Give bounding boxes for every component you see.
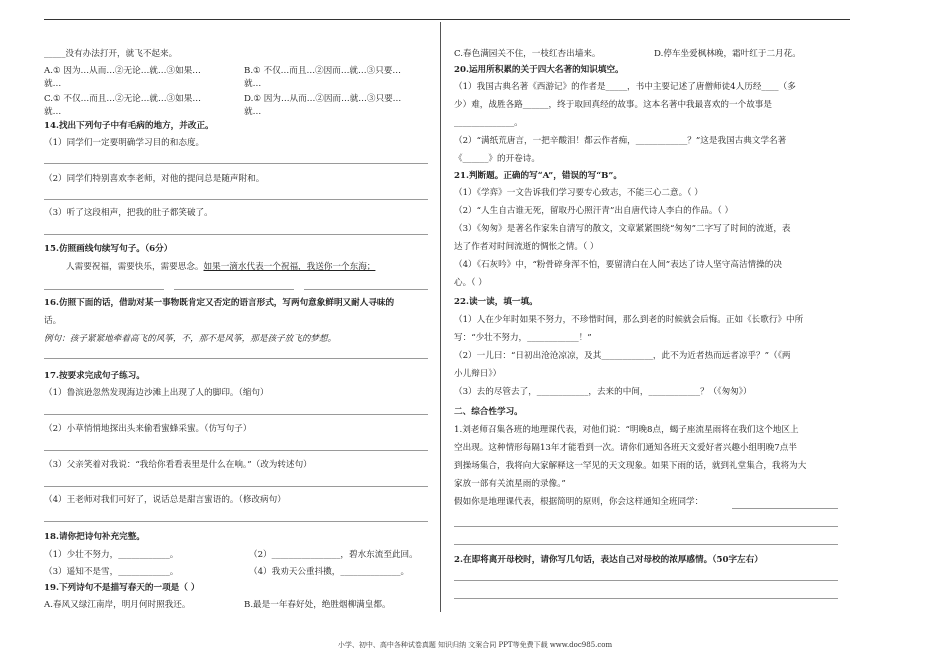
q14-title: 14.找出下列句子中有毛病的地方，并改正。 bbox=[44, 121, 214, 131]
q22-item-2-line-2: 小儿辩日》） bbox=[454, 369, 502, 379]
q22-item-1-line-2[interactable]: 写：“少壮不努力，____________！” bbox=[454, 333, 592, 343]
q13-option-a: A.① 因为…从而…②无论…就…③如果… bbox=[44, 66, 201, 76]
q22-title: 22.读一读，填一填。 bbox=[454, 297, 538, 307]
q18-title: 18.请你把诗句补充完整。 bbox=[44, 532, 145, 542]
q21-item-4-line-2[interactable]: 心。（ ） bbox=[454, 278, 487, 288]
column-divider bbox=[440, 22, 441, 612]
comp-q1-line-1: 1.刘老师召集各班的地理课代表，对他们说：“明晚8点，蝎子座流星雨将在我们这个地区上 bbox=[454, 425, 799, 435]
q13-option-a-cont: 就… bbox=[44, 79, 62, 89]
q19-option-c[interactable]: C.春色满园关不住，一枝红杏出墙来。 bbox=[454, 49, 601, 59]
q18-item-2[interactable]: （2）________________，碧水东流至此回。 bbox=[249, 550, 418, 560]
q15-text bbox=[66, 261, 375, 274]
page-footer: 小学、初中、高中各种试卷真题 知识归纳 文案合同 PPT等免费下载 www.doc985.com bbox=[337, 641, 613, 649]
q18-item-3[interactable]: （3）遥知不是雪，____________。 bbox=[44, 567, 179, 577]
comp-q1-line-4: 家放一部有关流星雨的录像。” bbox=[454, 479, 566, 489]
q15-answer-line-b[interactable] bbox=[174, 289, 294, 290]
q16-answer-line[interactable] bbox=[44, 358, 428, 359]
q13-option-b-cont: 就… bbox=[244, 79, 262, 89]
q14-item-3: （3）听了这段相声，把我的肚子都笑破了。 bbox=[44, 208, 213, 218]
q22-item-1-line-1: （1）人在少年时如果不努力，不珍惜时间，那么到老的时候就会后悔。正如《长歌行》中所 bbox=[454, 315, 804, 325]
q16-example: 例句：孩子紧紧地牵着高飞的风筝，不，那不是风筝，那是孩子放飞的梦想。 bbox=[44, 334, 337, 344]
q22-item-2-line-1[interactable]: （2）一儿曰：“日初出沧沧凉凉，及其____________，此不为近者热而远者凉乎？”（《两 bbox=[454, 351, 791, 361]
q19-option-d[interactable]: D.停车坐爱枫林晚，霜叶红于二月花。 bbox=[654, 49, 801, 59]
q21-item-3-line-1[interactable]: （3）《匆匆》是著名作家朱自清写的散文，文章紧紧围绕“匆匆”二字写了时间的流逝，表 bbox=[454, 224, 791, 234]
q17-answer-line-4[interactable] bbox=[44, 521, 428, 522]
q17-item-3: （3）父亲笑着对我说：“我给你看看表里是什么在响。”（改为转述句） bbox=[44, 460, 312, 470]
q20-title: 20.运用所积累的关于四大名著的知识填空。 bbox=[454, 65, 624, 75]
q14-item-1: （1）同学们一定要明确学习目的和态度。 bbox=[44, 138, 205, 148]
q18-item-1[interactable]: （1）少壮不努力，____________。 bbox=[44, 550, 179, 560]
q16-title: 16.仿照下面的话，借助对某一事物既肯定又否定的语言形式，写两句意象鲜明又耐人寻味的 bbox=[44, 298, 395, 308]
q17-title: 17.按要求完成句子练习。 bbox=[44, 371, 145, 381]
q18-item-4[interactable]: （4）我劝天公重抖擞，______________。 bbox=[249, 567, 410, 577]
q17-item-4: （4）王老师对我们可好了，说话总是甜言蜜语的。（修改病句） bbox=[44, 495, 286, 505]
q17-answer-line-1[interactable] bbox=[44, 414, 428, 415]
q14-item-2: （2）同学们特别喜欢李老师，对他的提问总是随声附和。 bbox=[44, 174, 265, 184]
q13-option-c-cont: 就… bbox=[44, 107, 62, 117]
q15-answer-line-c[interactable] bbox=[304, 289, 428, 290]
q13-option-b: B.① 不仅…而且…②因而…就…③只要… bbox=[244, 66, 401, 76]
q17-answer-line-2[interactable] bbox=[44, 450, 428, 451]
comp-q1-answer-line-1[interactable] bbox=[454, 526, 838, 527]
comp-q1-line-2: 空出现。这种情形每隔13年才能看到一次。请你们通知各班天文爱好者兴趣小组明晚7点半 bbox=[454, 443, 797, 453]
q19-title: 19.下列诗句不是描写春天的一项是（ ） bbox=[44, 583, 200, 593]
q19-option-a[interactable]: A.春风又绿江南岸，明月何时照我还。 bbox=[44, 600, 191, 610]
q15-answer-line-a[interactable] bbox=[44, 289, 164, 290]
q13-option-d: D.① 因为…从而…②因而…就…③只要… bbox=[244, 94, 402, 104]
q14-answer-line-1[interactable] bbox=[44, 163, 428, 164]
q13-tail: _____没有办法打开，就飞不起来。 bbox=[44, 49, 178, 59]
comp-q1-answer-line-0[interactable] bbox=[732, 508, 838, 509]
q20-item-1-line-2[interactable]: 少）难，战胜各路______，终于取回真经的故事。这本名著中我最喜欢的一个故事是 bbox=[454, 100, 772, 110]
top-rule bbox=[44, 19, 850, 20]
q17-item-2: （2）小草悄悄地探出头来偷看蜜蜂采蜜。（仿写句子） bbox=[44, 424, 252, 434]
section-2-heading: 二、综合性学习。 bbox=[454, 407, 523, 417]
q21-title: 21.判断题。正确的写“A”，错误的写“B”。 bbox=[454, 171, 622, 181]
q14-answer-line-3[interactable] bbox=[44, 234, 428, 235]
q13-option-c: C.① 不仅…而且…②无论…就…③如果… bbox=[44, 94, 201, 104]
q14-answer-line-2[interactable] bbox=[44, 199, 428, 200]
q20-item-2-line-2[interactable]: 《______》的开卷诗。 bbox=[454, 154, 540, 164]
q15-text-plain: 人需要祝福，需要快乐，需要思念。 bbox=[66, 262, 204, 272]
q21-item-3-line-2[interactable]: 达了作者对时间流逝的惆怅之情。（ ） bbox=[454, 242, 599, 252]
comp-q2-answer-line-1[interactable] bbox=[454, 580, 838, 581]
q15-underlined-sentence: 如果一滴水代表一个祝福，我送你一个东海； bbox=[203, 262, 376, 272]
q21-item-4-line-1[interactable]: （4）《石灰吟》中，“粉骨碎身浑不怕，要留清白在人间”表达了诗人坚守高洁情操的决 bbox=[454, 260, 782, 270]
q22-item-3[interactable]: （3）去的尽管去了，____________，去来的中间，____________？（《匆匆》） bbox=[454, 387, 752, 397]
comp-q1-line-3: 到操场集合，我将向大家解释这一罕见的天文现象。如果下雨的话，就到礼堂集合，我将为大 bbox=[454, 461, 807, 471]
comp-q2-answer-line-2[interactable] bbox=[454, 598, 838, 599]
q21-item-2[interactable]: （2）“人生自古谁无死，留取丹心照汗青”出自唐代诗人李白的作品。（ ） bbox=[454, 206, 734, 216]
q20-item-2-line-1[interactable]: （2）“满纸荒唐言，一把辛酸泪！都云作者痴，____________？”这是我国古典文学名著 bbox=[454, 136, 787, 146]
q13-option-d-cont: 就… bbox=[244, 107, 262, 117]
q20-item-1-line-1[interactable]: （1）我国古典名著《西游记》的作者是_____，书中主要记述了唐僧师徒4人历经____（多 bbox=[454, 82, 796, 92]
q20-item-1-line-3[interactable]: ______________。 bbox=[454, 118, 523, 128]
q17-item-1: （1）鲁滨逊忽然发现海边沙滩上出现了人的脚印。（缩句） bbox=[44, 388, 269, 398]
q21-item-1[interactable]: （1）《学弈》一文告诉我们学习要专心致志，不能三心二意。（ ） bbox=[454, 188, 703, 198]
q16-title-cont: 话。 bbox=[44, 316, 62, 326]
comp-q1-prompt: 假如你是地理课代表，根据简明的原则，你会这样通知全班同学： bbox=[454, 497, 704, 507]
comp-q2: 2.在即将离开母校时，请你写几句话，表达自己对母校的浓厚感情。（50字左右） bbox=[454, 555, 763, 565]
comp-q1-answer-line-2[interactable] bbox=[454, 544, 838, 545]
q19-option-b[interactable]: B.最是一年春好处，绝胜烟柳满皇都。 bbox=[244, 600, 391, 610]
q15-title: 15.仿照画线句续写句子。（6分） bbox=[44, 244, 173, 254]
q17-answer-line-3[interactable] bbox=[44, 486, 428, 487]
